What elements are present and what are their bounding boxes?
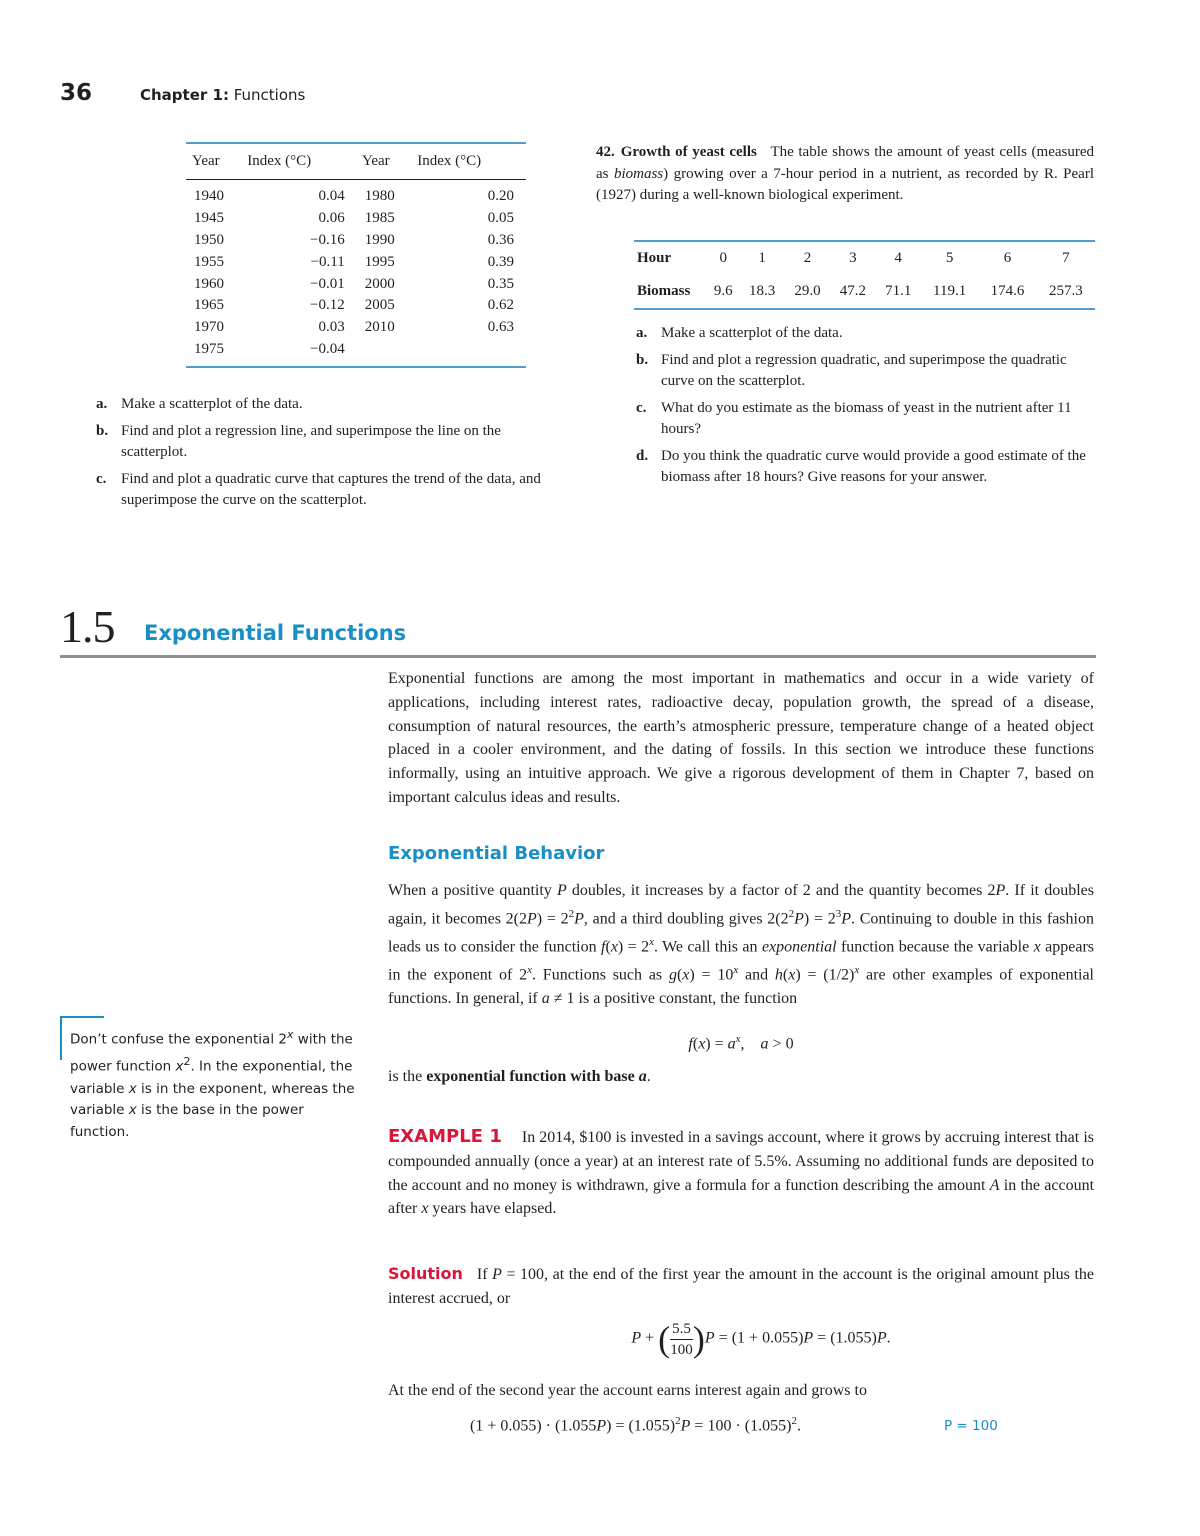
list-item: c. What do you estimate as the biomass of yeast in the nutrient after 11 hours? bbox=[636, 400, 1072, 437]
problem-41-questions bbox=[96, 394, 548, 517]
table-cell: 2005 bbox=[364, 297, 395, 314]
table-cell: 0.05 bbox=[487, 210, 514, 227]
table-cell: −0.12 bbox=[310, 297, 345, 314]
table-cell: −0.16 bbox=[310, 231, 345, 248]
problem-42-questions bbox=[636, 323, 1096, 494]
substitution-note: P = 100 bbox=[944, 1418, 998, 1434]
biomass-cell: 9.6 bbox=[713, 283, 733, 299]
table-cell: −0.04 bbox=[310, 340, 345, 357]
biomass-cell: 174.6 bbox=[990, 283, 1025, 299]
table-cell: 2010 bbox=[364, 319, 395, 336]
table-row bbox=[186, 273, 526, 295]
biomass-cell: 71.1 bbox=[885, 283, 912, 299]
table-cell: 1980 bbox=[364, 188, 395, 205]
hour-cell: 5 bbox=[945, 250, 954, 266]
col-header-index: Index (°C) bbox=[247, 153, 312, 169]
list-item: a. Make a scatterplot of the data. bbox=[96, 396, 303, 412]
table-row bbox=[186, 186, 526, 208]
table-cell bbox=[357, 339, 436, 361]
temperature-table bbox=[186, 142, 526, 368]
second-year-text: At the end of the second year the account earns interest again and grows to bbox=[388, 1382, 867, 1399]
table-cell: 0.03 bbox=[318, 319, 345, 336]
solution-label: Solution bbox=[388, 1264, 463, 1283]
biomass-cell: 257.3 bbox=[1048, 283, 1083, 299]
list-item: d. Do you think the quadratic curve would provide a good estimate of the biomass after 18 hours? Give reasons for your answer. bbox=[636, 448, 1086, 485]
example-label: EXAMPLE 1 bbox=[388, 1126, 502, 1147]
section-number: 1.5 bbox=[60, 601, 115, 652]
biomass-cell: 119.1 bbox=[933, 283, 967, 299]
hour-cell: 7 bbox=[1062, 250, 1070, 266]
table-cell: 0.62 bbox=[487, 297, 514, 314]
col-header-year-2: Year bbox=[361, 153, 390, 169]
table-cell: 1990 bbox=[364, 231, 395, 248]
table-cell: 1985 bbox=[364, 210, 395, 227]
exponential-behavior-text: When a positive quantity P doubles, it increases by a factor of 2 and the quantity becomes 2P. If it doubles again, it becomes $2(2P) = 2^2P$, and a third doubling gives $2(2^2P) = 2^3P$. Continuing to double in this fashion leads us to consider the function $f(x) = 2^x$. We call this an exponential function because the variable x appears in the exponent of 2$^x$. Functions such as $g(x) = 10^x$ and $h(x) = (1/2)^x$ are other examples of exponential functions. In general, if a ≠ 1 is a positive constant, the function bbox=[388, 882, 1095, 1008]
table-cell: 1995 bbox=[364, 253, 395, 270]
list-item: b. Find and plot a regression quadratic, and superimpose the quadratic curve on the scatterplot. bbox=[636, 352, 1067, 389]
exponential-definition: $f(x) = a^x$, a > 0 bbox=[688, 1033, 794, 1053]
equation-second-year: $(1 + 0.055) \cdot (1.055P) = (1.055)^2P = 100 \cdot (1.055)^2$. bbox=[470, 1415, 801, 1435]
table-cell: 1955 bbox=[194, 253, 224, 270]
hour-cell: 6 bbox=[1003, 250, 1012, 266]
page-number: 36 bbox=[60, 80, 93, 106]
subsection-title: Exponential Behavior bbox=[388, 843, 605, 864]
section-rule bbox=[60, 655, 1096, 658]
list-item: b. Find and plot a regression line, and superimpose the line on the scatterplot. bbox=[96, 423, 501, 460]
table-cell: 0.39 bbox=[487, 253, 514, 270]
hour-cell: 1 bbox=[758, 250, 766, 266]
solution: Solution If P = 100, at the end of the first year the amount in the account is the original amount plus the interest accrued, or bbox=[388, 1264, 1095, 1307]
col-header-index-2: Index (°C) bbox=[417, 153, 482, 169]
table-cell: 1945 bbox=[194, 210, 224, 227]
biomass-cell: 47.2 bbox=[839, 283, 866, 299]
table-row bbox=[186, 208, 526, 230]
section-intro: Exponential functions are among the most important in mathematics and occur in a wide variety of applications, including interest rates, radioactive decay, population growth, the spread of a disease, consumption of natural resources, the earth’s atmospheric pressure, temperature change of a heated object placed in a cooler environment, and the dating of fossils. In this section we introduce these functions informally, using an intuitive approach. We give a rigorous development of them in Chapter 7, based on important calculus ideas and results. bbox=[388, 670, 1094, 806]
running-head bbox=[140, 86, 305, 104]
table-row bbox=[186, 295, 526, 317]
table-cell: 1965 bbox=[194, 297, 224, 314]
table-row bbox=[186, 339, 526, 361]
table-row bbox=[186, 230, 526, 252]
table-cell: 1950 bbox=[194, 231, 224, 248]
chapter-label: Chapter 1: bbox=[140, 86, 229, 104]
table-cell: 0.36 bbox=[487, 231, 514, 248]
biomass-cell: 29.0 bbox=[794, 283, 821, 299]
table-cell: −0.01 bbox=[310, 275, 345, 292]
hour-cell: 3 bbox=[849, 250, 857, 266]
table-row: Biomass 9.6 18.3 29.0 47.2 71.1 119.1 174.6 257.3 bbox=[634, 275, 1095, 308]
biomass-cell: 18.3 bbox=[748, 283, 776, 299]
col-header-year: Year bbox=[192, 153, 220, 169]
table-cell: 0.63 bbox=[487, 319, 514, 336]
table-row bbox=[186, 251, 526, 273]
yeast-table bbox=[634, 240, 1095, 310]
table-cell: 1940 bbox=[194, 188, 224, 205]
table-row bbox=[186, 317, 526, 339]
list-item: a. Make a scatterplot of the data. bbox=[636, 325, 843, 341]
table-cell: 2000 bbox=[364, 275, 395, 292]
table-cell: 0.35 bbox=[487, 275, 514, 292]
problem-42-text: 42. Growth of yeast cells The table shows the amount of yeast cells (measured as biomass) growing over a 7-hour period in a nutrient, as recorded by R. Pearl (1927) during a well-known biological experiment. bbox=[596, 144, 1094, 203]
equation-first-year: P + ( $\frac{5.5}{100}$ )P = (1 + 0.055)P = (1.055)P. bbox=[631, 1319, 891, 1359]
hour-cell: 4 bbox=[894, 250, 902, 266]
hour-cell: 0 bbox=[719, 250, 727, 266]
table-cell: 0.06 bbox=[318, 210, 345, 227]
definition-caption: is the exponential function with base a. bbox=[388, 1068, 651, 1085]
table-cell: 0.20 bbox=[487, 188, 514, 205]
table-cell: 1960 bbox=[194, 275, 224, 292]
example-1: EXAMPLE 1 In 2014, $100 is invested in a savings account, where it grows by accruing interest that is compounded annually (once a year) at an interest rate of 5.5%. Assuming no additional funds are deposited to the account and no money is withdrawn, give a formula for a function describing the amount A in the account after x years have elapsed. bbox=[388, 1126, 1095, 1218]
table-cell: 1970 bbox=[194, 319, 224, 336]
temperature-table-body bbox=[186, 186, 526, 360]
margin-note-text: Don’t confuse the exponential 2$^x$ with the power function $x^2$. In the exponential, the variable x is in the exponent, whereas the variable x is the base in the power function. bbox=[70, 1028, 355, 1141]
section-title: Exponential Functions bbox=[144, 621, 407, 645]
table-row: Hour 0 1 2 3 4 5 6 7 bbox=[634, 242, 1095, 275]
chapter-title: Functions bbox=[233, 86, 306, 104]
table-cell: 0.04 bbox=[318, 188, 345, 205]
table-cell: −0.11 bbox=[310, 253, 345, 270]
list-item: c. Find and plot a quadratic curve that captures the trend of the data, and superimpose the curve on the scatterplot. bbox=[96, 471, 541, 508]
table-cell: 1975 bbox=[194, 340, 224, 357]
hour-cell: 2 bbox=[803, 250, 812, 266]
table-cell bbox=[436, 339, 526, 361]
